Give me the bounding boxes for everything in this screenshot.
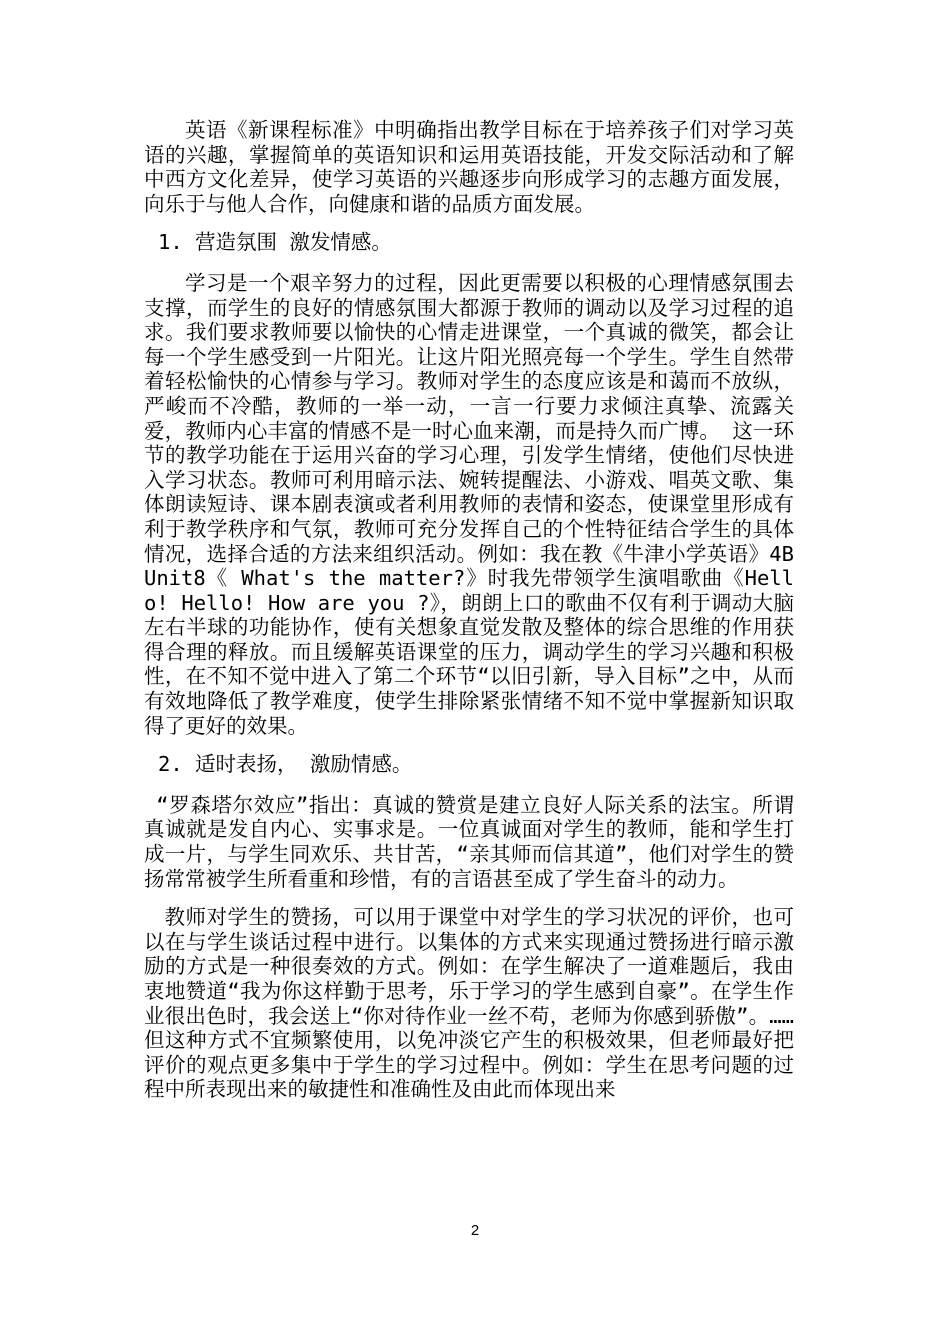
section-2-paragraph-1: “罗森塔尔效应”指出：真诚的赞赏是建立良好人际关系的法宝。所谓真诚就是发自内心、实事求是。一位真诚面对学生的教师，能和学生打成一片，与学生同欢乐、共甘苦，“亲其师而信其道”，他们对学生的赞扬常常被学生所看重和珍惜，有的言语甚至成了学生奋斗的动力。: [144, 792, 794, 891]
section-2-paragraph-2: 教师对学生的赞扬，可以用于课堂中对学生的学习状况的评价，也可以在与学生谈话过程中进行。以集体的方式来实现通过赞扬进行暗示激励的方式是一种很奏效的方式。例如：在学生解决了一道难题后，我由衷地赞道“我为你这样勤于思考，乐于学习的学生感到自豪”。在学生作业很出色时，我会送上“你对待作业一丝不苟，老师为你感到骄傲”。……但这种方式不宜频繁使用，以免冲淡它产生的积极效果，但老师最好把评价的观点更多集中于学生的学习过程中。例如：学生在思考问题的过程中所表现出来的敏捷性和准确性及由此而体现出来: [144, 905, 794, 1102]
section-heading-2: 2. 适时表扬， 激励情感。: [158, 752, 413, 777]
document-body: [144, 118, 794, 1116]
intro-paragraph: 英语《新课程标准》中明确指出教学目标在于培养孩子们对学习英语的兴趣，掌握简单的英语知识和运用英语技能，开发交际活动和了解中西方文化差异，使学习英语的兴趣逐步向形成学习的志趣方面发展，向乐于与他人合作，向健康和谐的品质方面发展。: [144, 118, 794, 216]
section-heading-1: 1. 营造氛围 激发情感。: [158, 230, 392, 255]
section-1-paragraph: 学习是一个艰辛努力的过程，因此更需要以积极的心理情感氛围去支撑，而学生的良好的情感氛围大都源于教师的调动以及学习过程的追求。我们要求教师要以愉快的心情走进课堂，一个真诚的微笑，都会让每一个学生感受到一片阳光。让这片阳光照亮每一个学生。学生自然带着轻松愉快的心情参与学习。教师对学生的态度应该是和蔼而不放纵，严峻而不冷酷，教师的一举一动，一言一行要力求倾注真挚、流露关爱，教师内心丰富的情感不是一时心血来潮，而是持久而广博。 这一环节的教学功能在于运用兴奋的学习心理，引发学生情绪，使他们尽快进入学习状态。教师可利用暗示法、婉转提醒法、小游戏、唱英文歌、集体朗读短诗、课本剧表演或者利用教师的表情和姿态，使课堂里形成有利于教学秩序和气氛，教师可充分发挥自己的个性特征结合学生的具体情况，选择合适的方法来组织活动。例如：我在教《牛津小学英语》4BUnit8《 What's the matter?》时我先带领学生演唱歌曲《Hello! Hello! How are you ?》，朗朗上口的歌曲不仅有利于调动大脑左右半球的功能协作，使有关想象直觉发散及整体的综合思维的作用获得合理的释放。而且缓解英语课堂的压力，调动学生的学习兴趣和积极性，在不知不觉中进入了第二个环节“以旧引新，导入目标”之中，从而有效地降低了教学难度，使学生排除紧张情绪不知不觉中掌握新知识取得了更好的效果。: [144, 270, 794, 738]
page-number: 2: [470, 1222, 480, 1239]
